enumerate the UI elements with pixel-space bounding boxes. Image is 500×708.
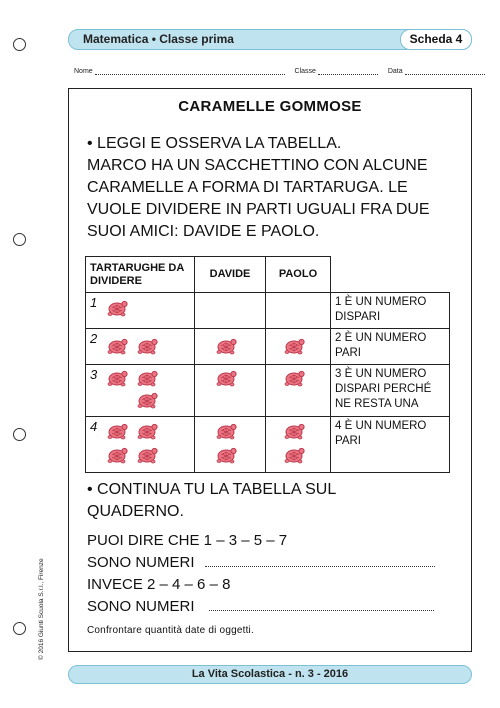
header-bar xyxy=(68,29,472,50)
class-label: Classe xyxy=(294,68,316,75)
turtle-candy-icon xyxy=(106,369,128,387)
question-odd-intro: PUOI DIRE CHE 1 – 3 – 5 – 7 xyxy=(87,532,288,549)
turtle-candy-icon xyxy=(106,446,128,464)
teacher-note: Confrontare quantità date di oggetti. xyxy=(87,625,254,636)
instruction-continue-1: • CONTINUA TU LA TABELLA SUL xyxy=(87,481,337,498)
turtle-candy-icon xyxy=(106,299,128,317)
worksheet-body xyxy=(68,88,472,652)
turtle-candy-icon xyxy=(215,446,237,464)
turtle-candy-icon xyxy=(136,446,158,464)
worksheet-tag: Scheda 4 xyxy=(400,29,472,50)
table-row xyxy=(86,293,450,329)
turtle-candy-icon xyxy=(136,337,158,355)
turtle-candy-icon xyxy=(136,369,158,387)
turtle-candy-icon xyxy=(136,422,158,440)
class-field[interactable] xyxy=(318,68,378,75)
student-info-line xyxy=(74,68,472,75)
turtle-candy-icon xyxy=(106,337,128,355)
turtle-candy-icon xyxy=(283,422,305,440)
row-note: 2 È UN NUMERO PARI xyxy=(331,329,450,365)
table-row xyxy=(86,417,450,473)
division-table xyxy=(85,256,450,473)
row-note: 1 È UN NUMERO DISPARI xyxy=(331,293,450,329)
date-field[interactable] xyxy=(405,68,485,75)
worksheet-title: CARAMELLE GOMMOSE xyxy=(178,98,362,115)
header-paolo: PAOLO xyxy=(266,257,331,293)
header-davide: DAVIDE xyxy=(195,257,266,293)
turtle-candy-icon xyxy=(283,446,305,464)
turtle-candy-icon xyxy=(215,369,237,387)
story-line-2: CARAMELLE A FORMA DI TARTARUGA. LE xyxy=(87,179,408,196)
row-number: 2 xyxy=(90,331,98,346)
table-row xyxy=(86,365,450,417)
name-label: Nome xyxy=(74,68,93,75)
turtle-candy-icon xyxy=(215,422,237,440)
turtle-candy-icon xyxy=(215,337,237,355)
row-number: 3 xyxy=(90,367,98,382)
question-odd-label: SONO NUMERI xyxy=(87,554,195,571)
instruction-continue-2: QUADERNO. xyxy=(87,503,184,520)
row-number: 1 xyxy=(90,295,98,310)
binder-hole-bottom xyxy=(13,622,26,635)
binder-hole-middle xyxy=(13,233,26,246)
table-row xyxy=(86,329,450,365)
date-label: Data xyxy=(387,68,403,75)
answer-field-odd[interactable] xyxy=(205,554,435,567)
header-turtles: TARTARUGHE DA DIVIDERE xyxy=(86,257,195,293)
binder-hole-lower xyxy=(13,428,26,441)
question-even-intro: INVECE 2 – 4 – 6 – 8 xyxy=(87,576,231,593)
turtle-candy-icon xyxy=(283,337,305,355)
row-note: 4 È UN NUMERO PARI xyxy=(331,417,450,473)
story-line-1: MARCO HA UN SACCHETTINO CON ALCUNE xyxy=(87,157,428,174)
binder-hole-top xyxy=(13,38,26,51)
name-field[interactable] xyxy=(95,68,285,75)
row-note: 3 È UN NUMERO DISPARI PERCHÉ NE RESTA UNA xyxy=(331,365,450,417)
copyright-credit: © 2016 Giunti Scuola S.r.l., Firenze xyxy=(38,558,45,660)
instruction-read: • LEGGI E OSSERVA LA TABELLA. xyxy=(87,135,342,152)
footer-bar: La Vita Scolastica - n. 3 - 2016 xyxy=(68,665,472,684)
header-title: Matematica • Classe prima xyxy=(83,32,234,46)
turtle-candy-icon xyxy=(136,391,158,409)
row-number: 4 xyxy=(90,419,98,434)
turtle-candy-icon xyxy=(283,369,305,387)
answer-field-even[interactable] xyxy=(209,598,434,611)
turtle-candy-icon xyxy=(106,422,128,440)
question-even-label: SONO NUMERI xyxy=(87,598,195,615)
story-line-3: VUOLE DIVIDERE IN PARTI UGUALI FRA DUE xyxy=(87,201,430,218)
story-line-4: SUOI AMICI: DAVIDE E PAOLO. xyxy=(87,223,320,240)
